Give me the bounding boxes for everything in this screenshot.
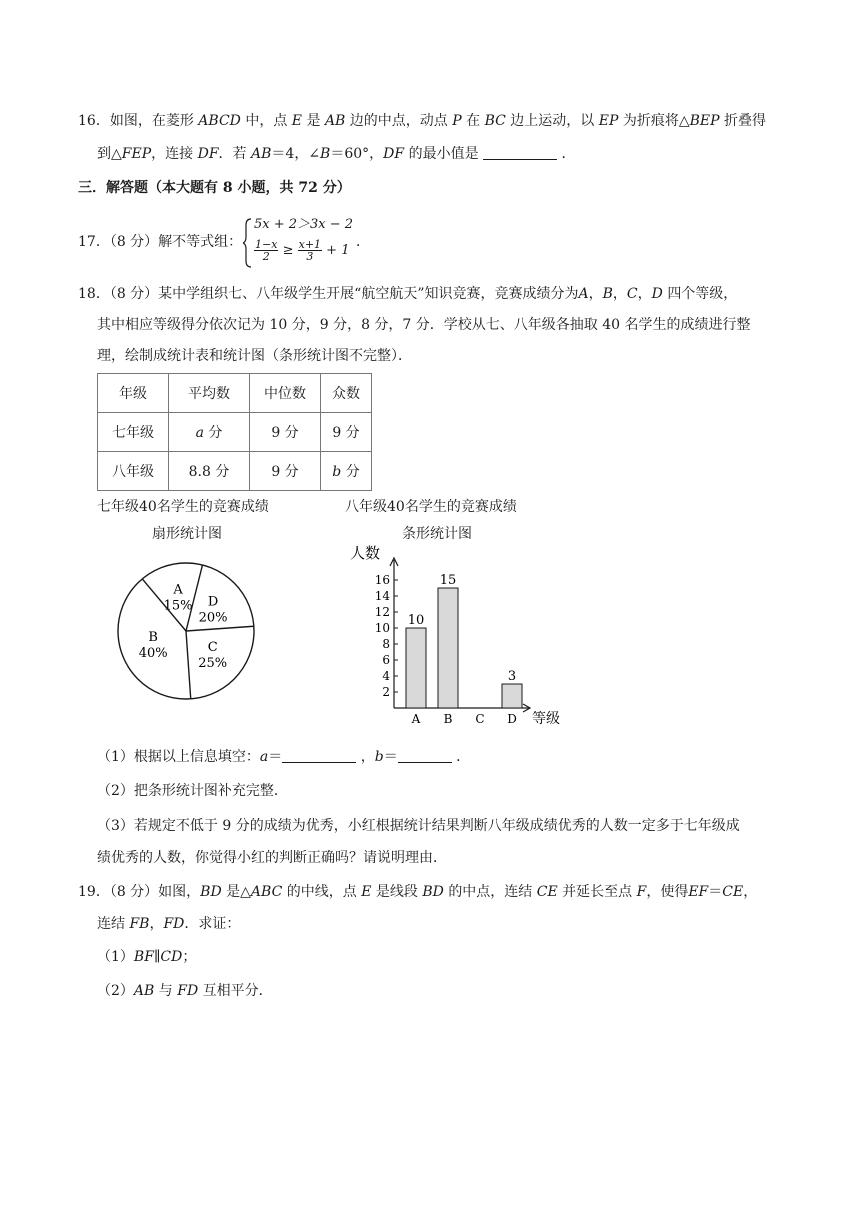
bar-title-1: 八年级40名学生的竞赛成绩 bbox=[345, 499, 517, 515]
table-cell: 9 分 bbox=[250, 413, 321, 452]
q19-sub2: （2）AB 与 FD 互相平分． bbox=[97, 983, 273, 999]
q18-line2: 其中相应等级得分依次记为 10 分，9 分，8 分，7 分．学校从七、八年级各抽取 40 名学生的成绩进行整 bbox=[97, 317, 751, 333]
table-cell: 8.8 分 bbox=[169, 452, 250, 491]
table-row bbox=[98, 452, 372, 491]
x-tick-label: A bbox=[411, 712, 421, 726]
y-tick-label: 12 bbox=[374, 605, 390, 619]
y-tick-label: 2 bbox=[382, 685, 390, 699]
pie-title-2: 扇形统计图 bbox=[152, 526, 222, 542]
bar-value-label: 10 bbox=[407, 613, 425, 628]
table-cell: a 分 bbox=[169, 413, 250, 452]
y-tick-label: 4 bbox=[382, 669, 390, 683]
q18-line3: 理，绘制成统计表和统计图（条形统计图不完整）． bbox=[97, 348, 412, 364]
pie-slice-percent: 15% bbox=[163, 598, 193, 614]
pie-slice-percent: 25% bbox=[198, 656, 228, 672]
table-cell: 9 分 bbox=[250, 452, 321, 491]
answer-b-blank bbox=[398, 748, 452, 763]
pie-slice-label: A bbox=[173, 582, 183, 598]
q16-answer-blank bbox=[483, 145, 557, 160]
pie-title-1: 七年级40名学生的竞赛成绩 bbox=[97, 499, 269, 515]
bar bbox=[438, 588, 458, 708]
table-cell: 七年级 bbox=[98, 413, 169, 452]
x-tick-label: D bbox=[507, 712, 517, 726]
table-header-row bbox=[98, 374, 372, 413]
bar bbox=[406, 628, 426, 708]
bar-chart bbox=[340, 540, 580, 732]
q17-end: ． bbox=[356, 234, 370, 250]
pie-slice-percent: 20% bbox=[198, 610, 228, 626]
q19-sub1: （1）BF∥CD； bbox=[97, 949, 197, 965]
x-tick-label: B bbox=[443, 712, 453, 726]
table-cell: b 分 bbox=[321, 452, 372, 491]
answer-a-blank bbox=[282, 748, 356, 763]
y-tick-label: 14 bbox=[374, 589, 390, 603]
pie-slice-label: C bbox=[207, 640, 218, 656]
q18-line1: 18．（8 分）某中学组织七、八年级学生开展“航空航天”知识竞赛，竞赛成绩分为A，B，C，D 四个等级， bbox=[78, 286, 738, 302]
q17-inequality-1: 5x + 2＞3x − 2 bbox=[254, 217, 354, 232]
y-tick-label: 16 bbox=[374, 573, 390, 587]
q19-line1: 19．（8 分）如图，BD 是△ABC 的中线，点 E 是线段 BD 的中点，连结 CE 并延长至点 F，使得EF＝CE， bbox=[78, 884, 758, 900]
pie-slice-label: B bbox=[148, 630, 158, 646]
x-axis-label: 等级 bbox=[532, 711, 560, 727]
pie-slice-percent: 40% bbox=[138, 646, 168, 662]
score-table bbox=[97, 373, 372, 491]
q17-brace bbox=[243, 217, 253, 269]
q18-sub3-line2: 绩优秀的人数，你觉得小红的判断正确吗？请说明理由． bbox=[97, 850, 447, 866]
q18-sub1: （1）根据以上信息填空：a＝ ，b＝ ． bbox=[97, 749, 471, 765]
bar bbox=[502, 684, 522, 708]
q18-sub3-line1: （3）若规定不低于 9 分的成绩为优秀，小红根据统计结果判断八年级成绩优秀的人数一定多于七年级成 bbox=[97, 818, 740, 834]
q16-line2: 到△FEP，连接 DF．若 AB＝4，∠B＝60°，DF 的最小值是 ． bbox=[97, 146, 576, 162]
table-header-cell: 平均数 bbox=[169, 374, 250, 413]
pie-slice-label: D bbox=[207, 594, 219, 610]
table-cell: 9 分 bbox=[321, 413, 372, 452]
y-tick-label: 8 bbox=[382, 637, 390, 651]
q19-line2: 连结 FB，FD．求证： bbox=[97, 916, 241, 932]
q17-inequality-2: $\frac{1-x}{2}$ ≥ $\frac{x+1}{3}$ + 1 bbox=[255, 238, 350, 263]
table-row bbox=[98, 413, 372, 452]
x-tick-label: C bbox=[475, 712, 485, 726]
table-header-cell: 年级 bbox=[98, 374, 169, 413]
q17-label: 17．（8 分）解不等式组： bbox=[78, 234, 243, 250]
y-axis-label: 人数 bbox=[350, 544, 381, 562]
bar-title-2: 条形统计图 bbox=[402, 526, 472, 542]
bar-value-label: 15 bbox=[439, 573, 457, 588]
y-tick-label: 6 bbox=[382, 653, 390, 667]
section-3-heading: 三．解答题（本大题有 8 小题，共 72 分） bbox=[78, 180, 351, 196]
table-header-cell: 众数 bbox=[321, 374, 372, 413]
y-tick-label: 10 bbox=[374, 621, 390, 635]
table-cell: 八年级 bbox=[98, 452, 169, 491]
q18-sub2: （2）把条形统计图补充完整． bbox=[97, 783, 288, 799]
q16-line1: 16．如图，在菱形 ABCD 中，点 E 是 AB 边的中点，动点 P 在 BC 边上运动，以 EP 为折痕将△BEP 折叠得 bbox=[78, 113, 767, 129]
bar-value-label: 3 bbox=[507, 669, 517, 684]
pie-chart bbox=[110, 556, 270, 706]
table-header-cell: 中位数 bbox=[250, 374, 321, 413]
